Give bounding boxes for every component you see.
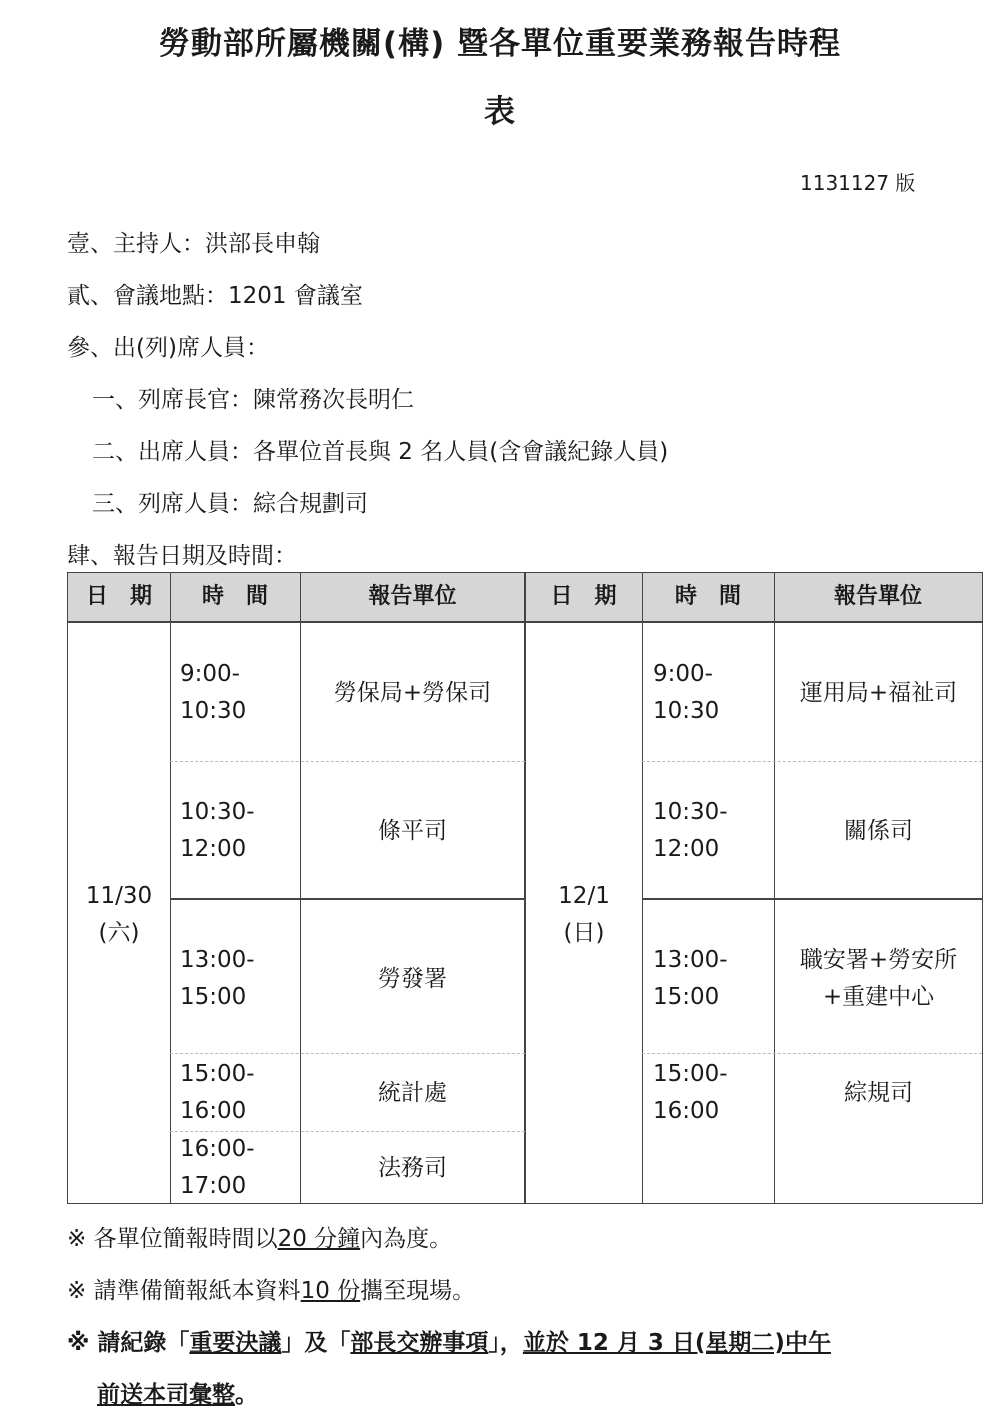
date-value: 12/1 — [558, 883, 610, 909]
col-divider — [170, 573, 171, 1203]
note-3 — [67, 1324, 831, 1357]
note-text: 。 — [235, 1382, 258, 1408]
time-cell — [653, 656, 773, 730]
note-text: ※ 請紀錄「 — [67, 1330, 190, 1356]
row-separator — [170, 761, 525, 762]
note-emphasis: 重要決議 — [189, 1330, 282, 1356]
unit-cell: 運用局+福祉司 — [799, 680, 958, 706]
note-text: 內為度。 — [360, 1226, 453, 1252]
time-start: 16:00- — [180, 1136, 255, 1162]
header-unit-left: 報告單位 — [368, 584, 457, 609]
time-cell — [180, 942, 300, 1016]
unit-cell: 勞保局+勞保司 — [333, 680, 492, 706]
attendee-item-1: 一、列席長官：陳常務次長明仁 — [92, 387, 414, 413]
date-left — [68, 878, 170, 952]
time-start: 9:00- — [653, 661, 713, 687]
time-end: 17:00 — [180, 1173, 247, 1199]
time-start: 15:00- — [180, 1061, 255, 1087]
attendee-item-3: 三、列席人員：綜合規劃司 — [92, 491, 368, 517]
unit-cell: 關係司 — [844, 818, 913, 844]
version-label: 1131127 版 — [800, 171, 916, 195]
note-text: ※ 各單位簡報時間以 — [67, 1226, 278, 1252]
header-unit-right: 報告單位 — [833, 584, 922, 609]
time-start: 9:00- — [180, 661, 240, 687]
noon-divider-left — [170, 898, 525, 900]
time-cell — [180, 656, 300, 730]
time-end: 10:30 — [653, 698, 720, 724]
attendees-heading: 參、出(列)席人員： — [67, 335, 269, 361]
schedule-heading: 肆、報告日期及時間： — [67, 543, 297, 569]
time-end: 15:00 — [653, 984, 720, 1010]
time-start: 10:30- — [653, 799, 728, 825]
unit-line: +重建中心 — [822, 984, 935, 1010]
note-1 — [67, 1220, 452, 1253]
header-date-right: 日 期 — [550, 584, 617, 609]
col-divider — [642, 573, 643, 1203]
row-separator — [170, 1053, 525, 1054]
unit-cell — [775, 942, 982, 1016]
noon-divider-right — [642, 898, 982, 900]
time-end: 16:00 — [653, 1098, 720, 1124]
time-cell — [653, 1056, 773, 1130]
note-text: 」， — [488, 1330, 523, 1356]
time-end: 12:00 — [180, 836, 247, 862]
time-cell — [180, 794, 300, 868]
schedule-table — [67, 572, 983, 1204]
unit-cell: 法務司 — [378, 1155, 447, 1181]
note-text: 攜至現場。 — [360, 1278, 476, 1304]
header-time-left: 時 間 — [201, 584, 268, 609]
time-end: 16:00 — [180, 1098, 247, 1124]
row-separator — [642, 761, 982, 762]
note-text: ※ 請準備簡報紙本資料 — [67, 1278, 301, 1304]
date-value: 11/30 — [85, 883, 153, 909]
note-text: 」及「 — [281, 1330, 351, 1356]
time-end: 15:00 — [180, 984, 247, 1010]
weekday-value: (六) — [98, 920, 140, 946]
time-end: 12:00 — [653, 836, 720, 862]
unit-line: 職安署+勞安所 — [799, 947, 958, 973]
attendee-item-2: 二、出席人員：各單位首長與 2 名人員(含會議紀錄人員) — [92, 439, 669, 465]
note-2 — [67, 1272, 475, 1305]
unit-cell: 勞發署 — [378, 966, 447, 992]
document-title-continued: 表 — [484, 94, 516, 130]
weekday-value: (日) — [563, 920, 605, 946]
time-cell — [180, 1056, 300, 1130]
note-emphasis: 並於 12 月 3 日(星期二)中午 — [522, 1330, 831, 1356]
time-start: 13:00- — [653, 947, 728, 973]
time-end: 10:30 — [180, 698, 247, 724]
note-emphasis: 前送本司彙整 — [97, 1382, 235, 1408]
note-3-continued — [97, 1376, 258, 1409]
time-cell — [180, 1131, 300, 1205]
unit-cell: 條平司 — [378, 818, 447, 844]
document-title: 勞動部所屬機關(構) 暨各單位重要業務報告時程 — [158, 26, 842, 62]
host-line: 壹、主持人：洪部長申翰 — [67, 231, 320, 257]
note-emphasis: 20 分鐘 — [277, 1226, 361, 1252]
row-separator — [642, 1053, 982, 1054]
time-start: 10:30- — [180, 799, 255, 825]
note-emphasis: 10 份 — [300, 1278, 361, 1304]
header-time-right: 時 間 — [674, 584, 741, 609]
time-start: 13:00- — [180, 947, 255, 973]
time-cell — [653, 794, 773, 868]
note-emphasis: 部長交辦事項 — [350, 1330, 489, 1356]
unit-cell: 統計處 — [378, 1080, 447, 1106]
time-start: 15:00- — [653, 1061, 728, 1087]
venue-line: 貳、會議地點：1201 會議室 — [67, 283, 363, 309]
date-right — [526, 878, 642, 952]
unit-cell: 綜規司 — [844, 1080, 913, 1106]
header-date-left: 日 期 — [85, 584, 152, 609]
time-cell — [653, 942, 773, 1016]
